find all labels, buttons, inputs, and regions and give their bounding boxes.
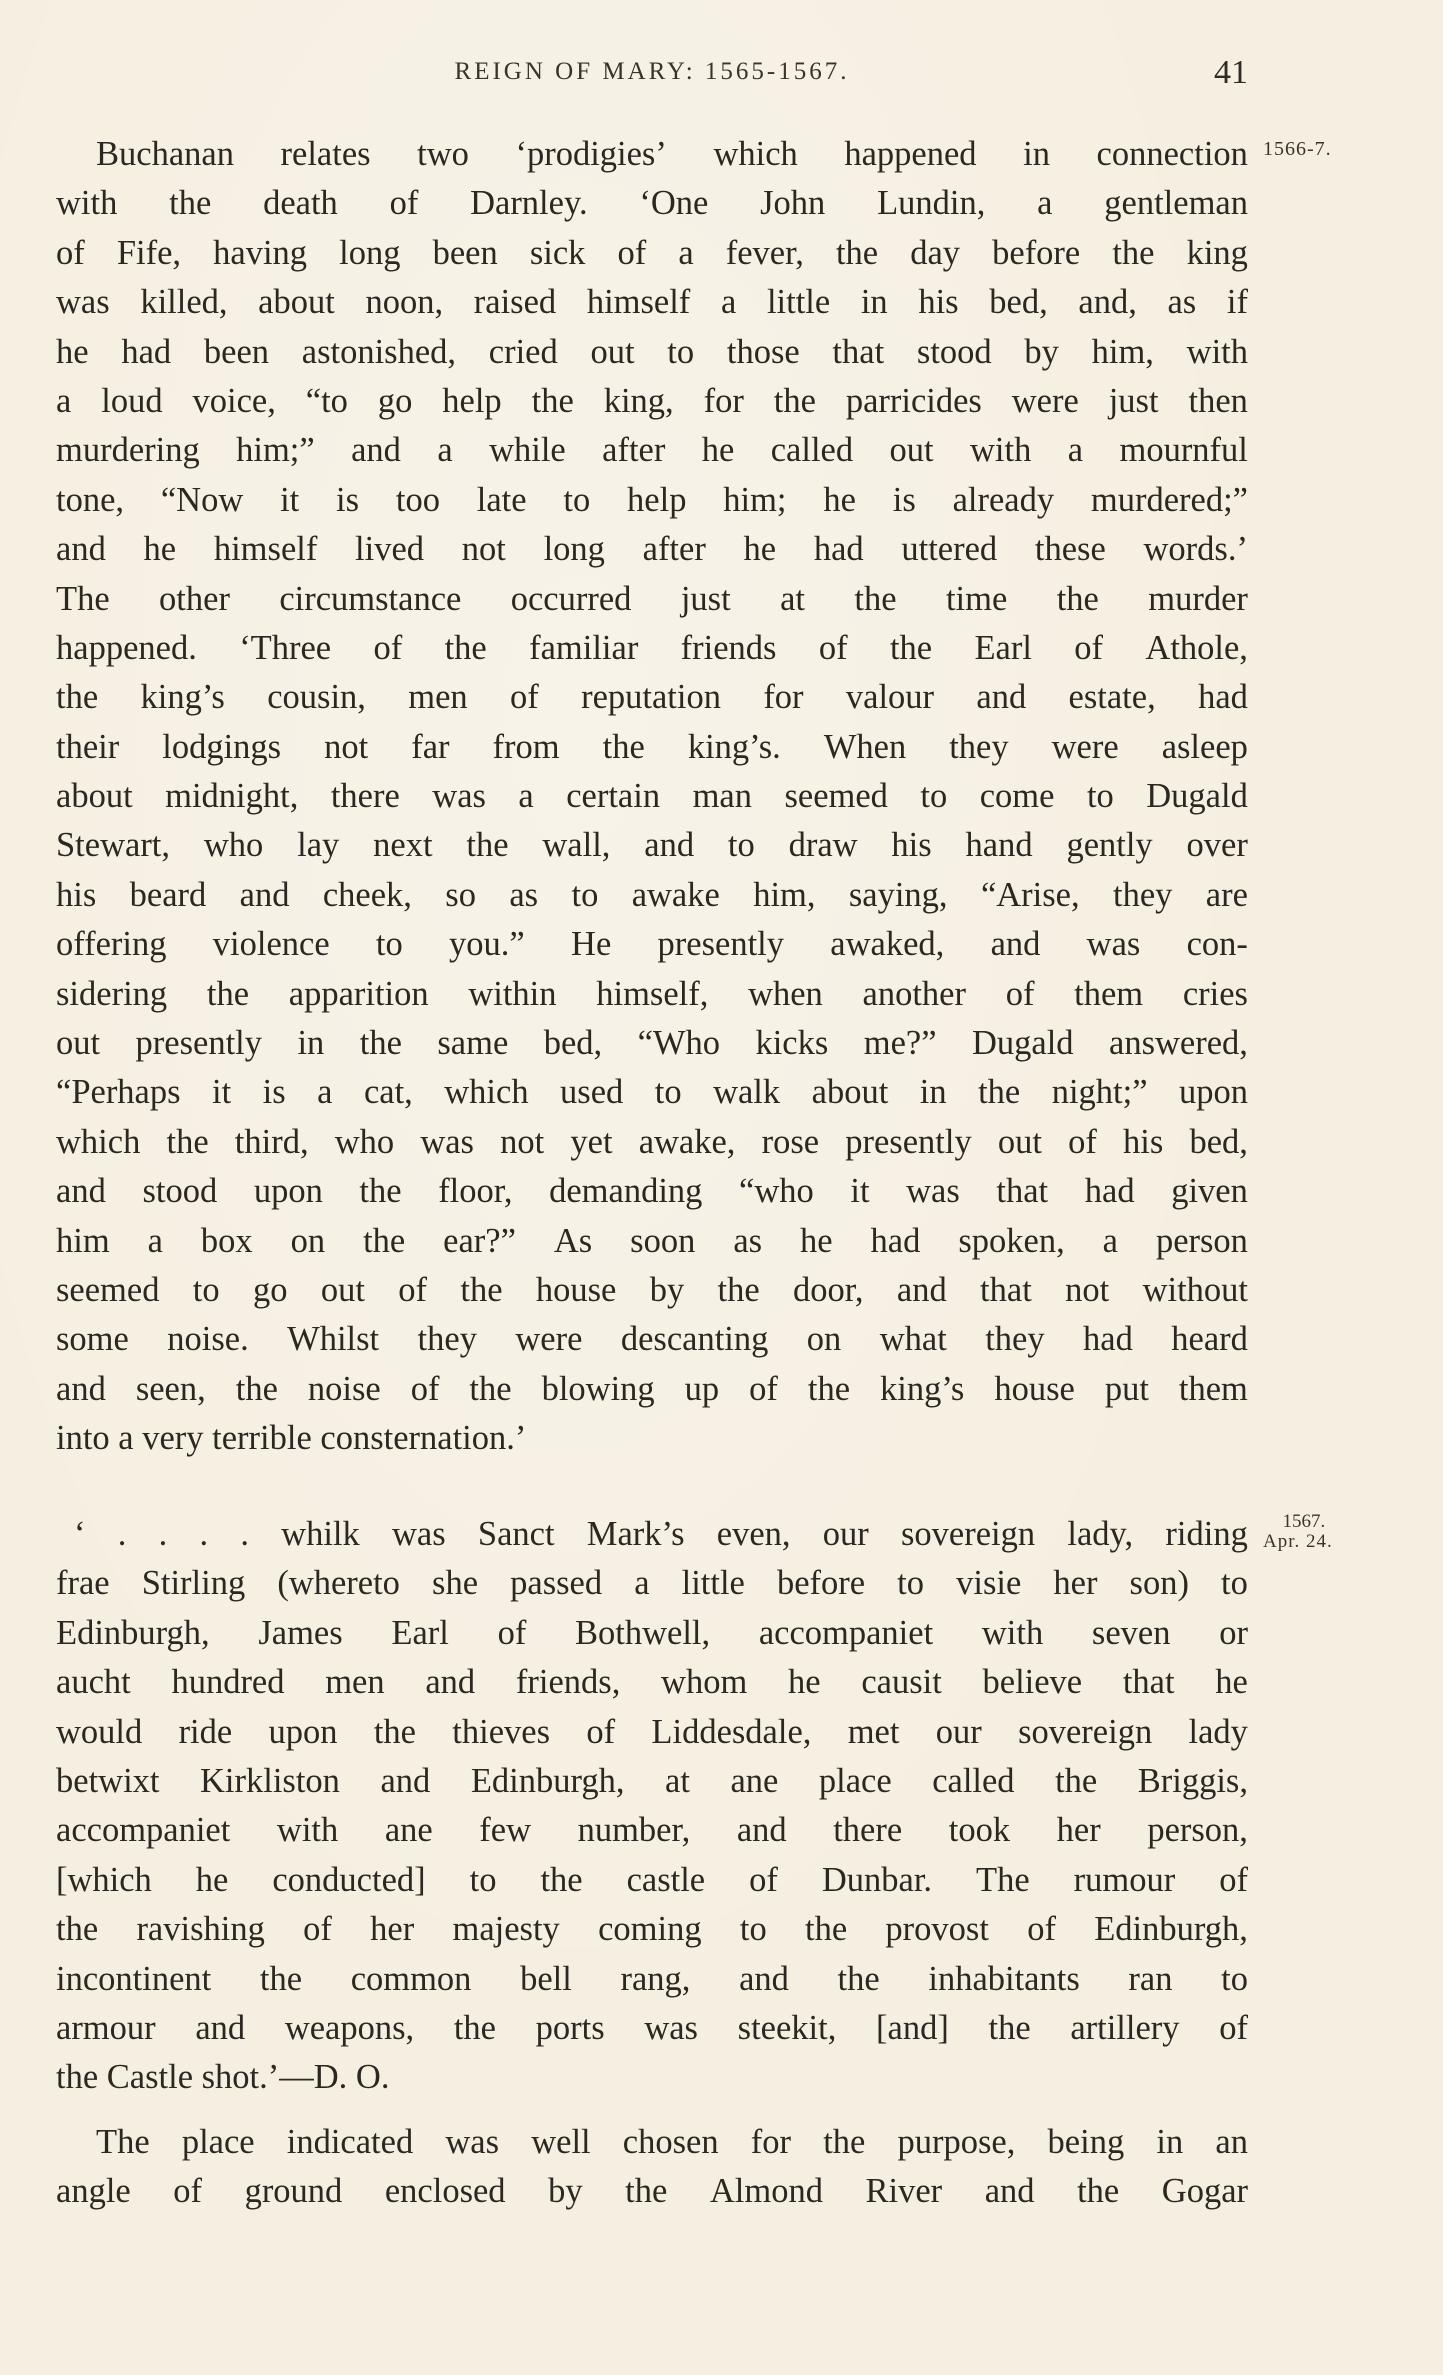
text-line: their lodgings not far from the king’s. When they were asleep <box>56 727 1248 766</box>
paragraph-place <box>56 2118 1248 2217</box>
text-line: the Castle shot.’—D. O. <box>56 2058 390 2097</box>
text-line: would ride upon the thieves of Liddesdale, met our sovereign lady <box>56 1712 1248 1751</box>
text-line: betwixt Kirkliston and Edinburgh, at ane place called the Briggis, <box>56 1761 1248 1800</box>
paragraph-quotation <box>56 1510 1248 2103</box>
text-line: a loud voice, “to go help the king, for the parricides were just then <box>56 381 1248 420</box>
text-line: was killed, about noon, raised himself a little in his bed, and, as if <box>56 283 1248 322</box>
margin-note-day: Apr. 24. <box>1263 1531 1333 1552</box>
text-line: him a box on the ear?” As soon as he had spoken, a person <box>56 1221 1248 1260</box>
margin-note-date-1: 1566-7. <box>1263 138 1332 160</box>
text-line: the king’s cousin, men of reputation for valour and estate, had <box>56 678 1248 717</box>
text-line: angle of ground enclosed by the Almond River and the Gogar <box>56 2172 1248 2211</box>
text-line: ‘ . . . . whilk was Sanct Mark’s even, our sovereign lady, riding <box>74 1515 1248 1553</box>
text-line: incontinent the common bell rang, and the inhabitants ran to <box>56 1959 1248 1998</box>
text-line: of Fife, having long been sick of a fever, the day before the king <box>56 233 1248 272</box>
running-title: REIGN OF MARY: 1565-1567. <box>454 58 850 85</box>
text-line: Stewart, who lay next the wall, and to draw his hand gently over <box>56 826 1248 865</box>
text-line: his beard and cheek, so as to awake him, saying, “Arise, they are <box>56 875 1248 914</box>
text-line: he had been astonished, cried out to those that stood by him, with <box>56 332 1248 371</box>
text-line: murdering him;” and a while after he called out with a mournful <box>56 431 1248 470</box>
text-line: The place indicated was well chosen for the purpose, being in an <box>96 2123 1248 2161</box>
text-line: Buchanan relates two ‘prodigies’ which happened in connection <box>96 135 1248 173</box>
text-line: into a very terrible consternation.’ <box>56 1419 527 1458</box>
text-line: which the third, who was not yet awake, rose presently out of his bed, <box>56 1122 1248 1161</box>
text-line: [which he conducted] to the castle of Dunbar. The rumour of <box>56 1860 1248 1899</box>
text-line: about midnight, there was a certain man seemed to come to Dugald <box>56 777 1248 816</box>
text-line: and stood upon the floor, demanding “who it was that had given <box>56 1172 1248 1211</box>
text-line: sidering the apparition within himself, when another of them cries <box>56 974 1248 1013</box>
text-line: seemed to go out of the house by the door, and that not without <box>56 1270 1248 1309</box>
margin-note-year: 1567. <box>1282 1511 1326 1532</box>
text-line: happened. ‘Three of the familiar friends of the Earl of Athole, <box>56 628 1248 667</box>
text-line: frae Stirling (whereto she passed a little before to visie her son) to <box>56 1564 1248 1603</box>
running-head <box>56 54 1248 98</box>
margin-note-date-2 <box>1263 1512 1333 1552</box>
text-line: armour and weapons, the ports was steekit, [and] the artillery of <box>56 2008 1248 2047</box>
text-line: offering violence to you.” He presently awaked, and was con- <box>56 925 1248 964</box>
text-line: “Perhaps it is a cat, which used to walk about in the night;” upon <box>56 1073 1248 1112</box>
text-line: aucht hundred men and friends, whom he causit believe that he <box>56 1663 1248 1702</box>
text-line: some noise. Whilst they were descanting on what they had heard <box>56 1320 1248 1359</box>
text-line: tone, “Now it is too late to help him; he is already murdered;” <box>56 480 1248 519</box>
text-line: and he himself lived not long after he had uttered these words.’ <box>56 530 1248 569</box>
paragraph-prodigies <box>56 130 1248 1464</box>
text-line: out presently in the same bed, “Who kicks me?” Dugald answered, <box>56 1024 1248 1063</box>
page-number: 41 <box>1214 54 1248 91</box>
text-line: Edinburgh, James Earl of Bothwell, accompaniet with seven or <box>56 1613 1248 1652</box>
text-line: accompaniet with ane few number, and there took her person, <box>56 1811 1248 1850</box>
text-line: and seen, the noise of the blowing up of the king’s house put them <box>56 1369 1248 1408</box>
text-line: The other circumstance occurred just at the time the murder <box>56 579 1248 618</box>
text-line: with the death of Darnley. ‘One John Lundin, a gentleman <box>56 184 1248 223</box>
text-line: the ravishing of her majesty coming to the provost of Edinburgh, <box>56 1910 1248 1949</box>
